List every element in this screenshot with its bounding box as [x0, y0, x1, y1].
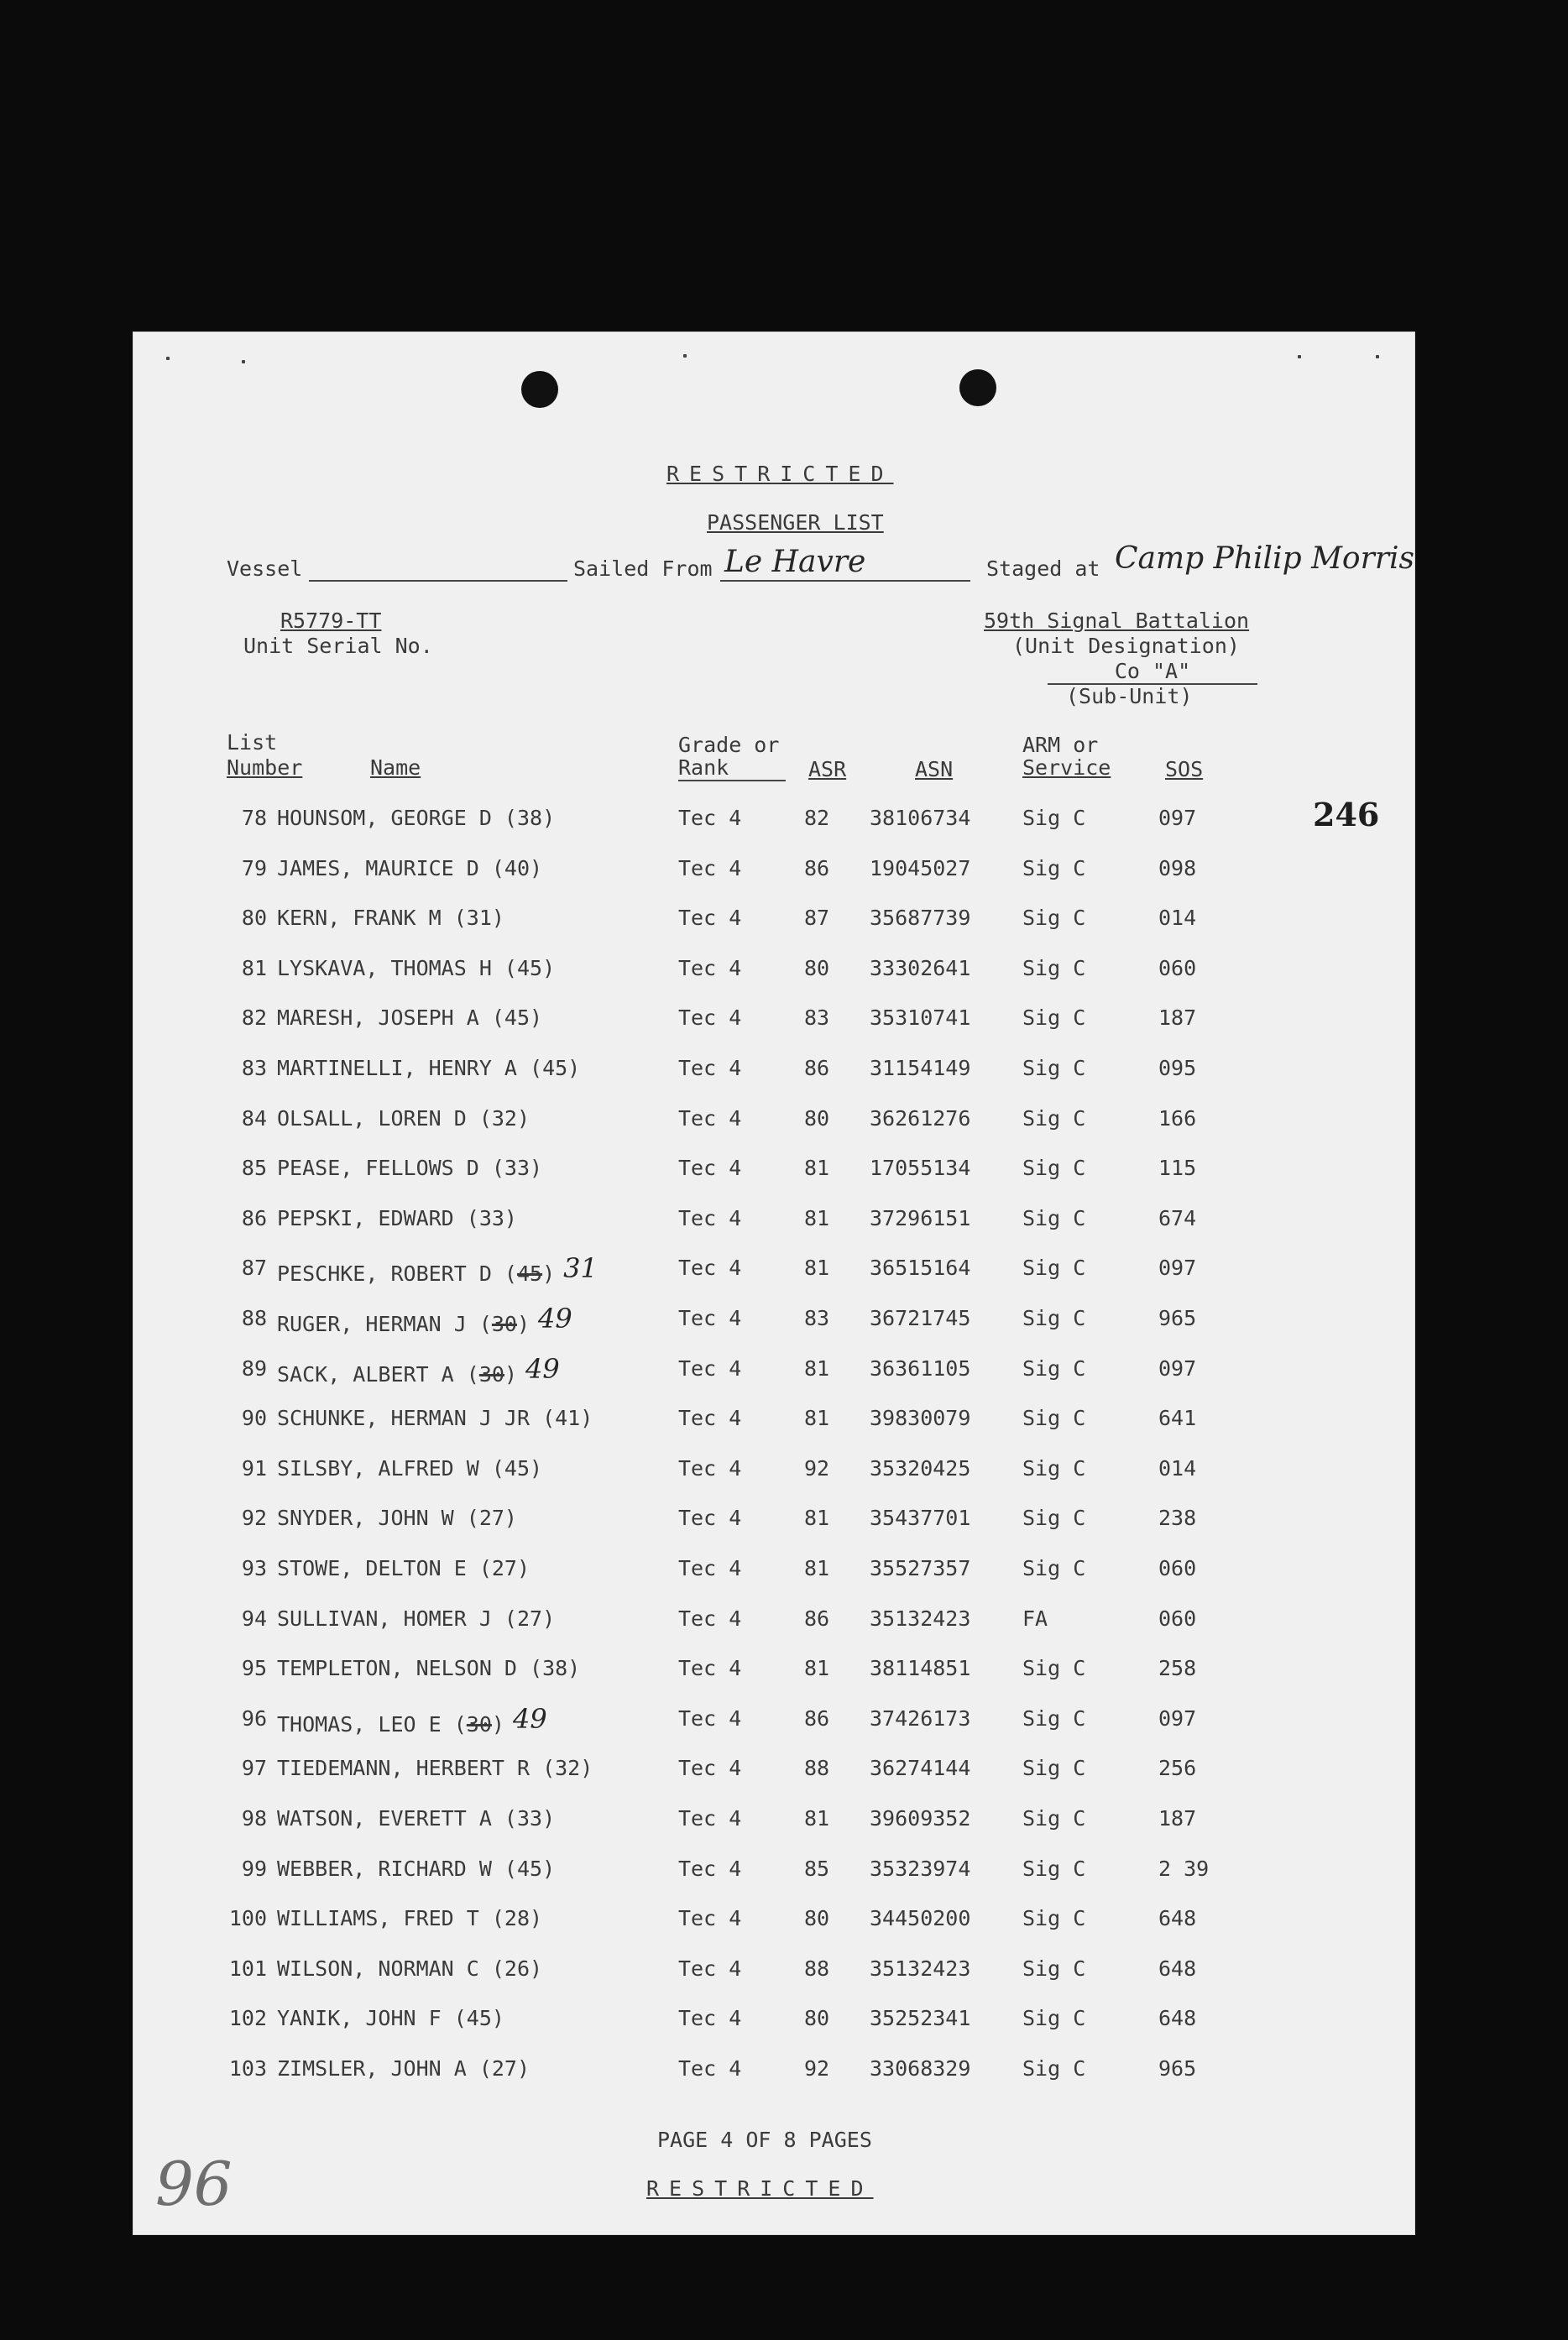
cell-sos: 014 [1158, 1455, 1197, 1481]
cell-arm: Sig C [1022, 1005, 1086, 1031]
table-row [133, 1906, 1415, 1953]
cell-arm: Sig C [1022, 1406, 1086, 1431]
cell-name: TEMPLETON, NELSON D (38) [277, 1656, 581, 1681]
table-row [133, 1857, 1415, 1904]
cell-arm: Sig C [1022, 1556, 1086, 1580]
cell-num: 92 [241, 1506, 267, 1531]
cell-asn: 37296151 [870, 1205, 971, 1230]
table-row [133, 856, 1415, 903]
cell-sos: 187 [1158, 1806, 1197, 1831]
cell-num: 84 [241, 1105, 267, 1131]
cell-arm: Sig C [1022, 806, 1086, 830]
speck [683, 354, 687, 358]
cell-arm: Sig C [1022, 1756, 1086, 1781]
cell-sos: 965 [1158, 2056, 1197, 2081]
cell-num: 101 [228, 1956, 267, 1981]
cell-grade: Tec 4 [678, 1556, 742, 1580]
table-row [133, 1106, 1415, 1153]
cell-sos: 238 [1158, 1506, 1197, 1531]
handwritten-age: 49 [538, 1303, 572, 1335]
table-row [133, 906, 1415, 953]
cell-asn: 17055134 [870, 1156, 971, 1181]
cell-num: 87 [241, 1256, 267, 1281]
cell-grade: Tec 4 [678, 1506, 742, 1531]
cell-sos: 115 [1158, 1156, 1197, 1181]
handwritten-age: 49 [525, 1352, 560, 1385]
cell-asr: 81 [804, 1506, 830, 1531]
cell-num: 99 [241, 1856, 267, 1881]
table-row [133, 806, 1415, 853]
cell-asn: 19045027 [870, 855, 971, 880]
cell-grade: Tec 4 [678, 1956, 742, 1981]
table-row [133, 956, 1415, 1003]
cell-asn: 36515164 [870, 1256, 971, 1281]
cell-name: PEASE, FELLOWS D (33) [277, 1156, 543, 1181]
punch-hole-left [521, 371, 558, 408]
col-grade-1: Grade or [678, 733, 780, 757]
cell-grade: Tec 4 [678, 1005, 742, 1031]
cell-sos: 097 [1158, 1256, 1197, 1281]
cell-asn: 35132423 [870, 1956, 971, 1981]
cell-asn: 38114851 [870, 1656, 971, 1681]
cell-sos: 648 [1158, 2006, 1197, 2031]
table-row [133, 1456, 1415, 1503]
table-row [133, 1656, 1415, 1703]
cell-arm: FA [1022, 1606, 1048, 1631]
cell-sos: 2 39 [1158, 1856, 1210, 1881]
speck [1298, 355, 1301, 358]
cell-arm: Sig C [1022, 1256, 1086, 1281]
cell-arm: Sig C [1022, 1806, 1086, 1831]
cell-name: SILSBY, ALFRED W (45) [277, 1455, 543, 1481]
cell-sos: 256 [1158, 1756, 1197, 1781]
cell-arm: Sig C [1022, 1956, 1086, 1981]
cell-grade: Tec 4 [678, 855, 742, 880]
cell-grade: Tec 4 [678, 2006, 742, 2031]
sub-unit-value: Co "A" [1048, 659, 1257, 685]
cell-num: 86 [241, 1205, 267, 1230]
cell-asr: 81 [804, 1156, 830, 1181]
cell-grade: Tec 4 [678, 1105, 742, 1131]
cell-num: 94 [241, 1606, 267, 1631]
cell-sos: 674 [1158, 1205, 1197, 1230]
cell-sos: 060 [1158, 1606, 1197, 1631]
cell-asr: 83 [804, 1306, 830, 1330]
cell-name: WILSON, NORMAN C (26) [277, 1956, 543, 1981]
cell-name: WATSON, EVERETT A (33) [277, 1806, 556, 1831]
cell-grade: Tec 4 [678, 806, 742, 830]
unit-serial-value: R5779-TT [280, 609, 382, 633]
cell-arm: Sig C [1022, 1656, 1086, 1681]
cell-name: SNYDER, JOHN W (27) [277, 1506, 517, 1531]
cell-asn: 35132423 [870, 1606, 971, 1631]
cell-asr: 86 [804, 1056, 830, 1080]
cell-name: SULLIVAN, HOMER J (27) [277, 1606, 556, 1631]
table-row [133, 2006, 1415, 2053]
page-stamp-number: 246 [1313, 796, 1380, 833]
cell-asn: 35527357 [870, 1556, 971, 1580]
handwritten-age: 31 [563, 1252, 598, 1285]
cell-asr: 80 [804, 1105, 830, 1131]
cell-sos: 014 [1158, 906, 1197, 931]
punch-hole-right [959, 369, 996, 406]
cell-num: 79 [241, 855, 267, 880]
cell-num: 91 [241, 1455, 267, 1481]
cell-num: 81 [241, 955, 267, 980]
cell-asn: 39609352 [870, 1806, 971, 1831]
struck-age: 30 [491, 1312, 517, 1336]
table-row [133, 2056, 1415, 2103]
cell-asn: 31154149 [870, 1056, 971, 1080]
cell-name: MARTINELLI, HENRY A (45) [277, 1056, 581, 1080]
cell-asn: 39830079 [870, 1406, 971, 1431]
table-row [133, 1606, 1415, 1653]
page-count: PAGE 4 OF 8 PAGES [657, 2128, 872, 2152]
col-grade-2: Rank [678, 755, 786, 781]
cell-num: 83 [241, 1056, 267, 1080]
cell-asr: 86 [804, 1705, 830, 1731]
cell-arm: Sig C [1022, 855, 1086, 880]
cell-asr: 80 [804, 1906, 830, 1931]
cell-asn: 35437701 [870, 1506, 971, 1531]
cell-asn: 34450200 [870, 1906, 971, 1931]
col-arm-1: ARM or [1022, 733, 1099, 757]
table-row [133, 1252, 1415, 1303]
cell-name: JAMES, MAURICE D (40) [277, 855, 543, 880]
cell-asr: 81 [804, 1256, 830, 1281]
cell-name: PESCHKE, ROBERT D (45) 31 [277, 1252, 598, 1287]
table-row [133, 1056, 1415, 1103]
cell-grade: Tec 4 [678, 1406, 742, 1431]
col-asn: ASN [915, 757, 954, 781]
cell-num: 78 [241, 806, 267, 830]
cell-name: WILLIAMS, FRED T (28) [277, 1906, 543, 1931]
table-row [133, 1156, 1415, 1203]
cell-sos: 648 [1158, 1956, 1197, 1981]
cell-asn: 36361105 [870, 1355, 971, 1381]
table-row [133, 1806, 1415, 1853]
cell-grade: Tec 4 [678, 1806, 742, 1831]
cell-name: TIEDEMANN, HERBERT R (32) [277, 1756, 593, 1781]
cell-sos: 060 [1158, 1556, 1197, 1580]
cell-asn: 36274144 [870, 1756, 971, 1781]
unit-serial-label: Unit Serial No. [243, 634, 433, 658]
cell-grade: Tec 4 [678, 1656, 742, 1681]
cell-num: 95 [241, 1656, 267, 1681]
sailed-from-label: Sailed From [573, 556, 713, 581]
cell-asr: 85 [804, 1856, 830, 1881]
cell-name: LYSKAVA, THOMAS H (45) [277, 955, 556, 980]
cell-num: 98 [241, 1806, 267, 1831]
cell-arm: Sig C [1022, 1856, 1086, 1881]
table-row [133, 1005, 1415, 1052]
cell-grade: Tec 4 [678, 1256, 742, 1281]
cell-sos: 098 [1158, 855, 1197, 880]
cell-name: RUGER, HERMAN J (30) 49 [277, 1303, 572, 1336]
cell-name: STOWE, DELTON E (27) [277, 1556, 531, 1580]
cell-num: 103 [228, 2056, 267, 2081]
cell-sos: 095 [1158, 1056, 1197, 1080]
cell-asn: 35687739 [870, 906, 971, 931]
cell-arm: Sig C [1022, 1455, 1086, 1481]
passenger-list-title: PASSENGER LIST [707, 510, 884, 535]
handwritten-age: 49 [512, 1702, 547, 1735]
cell-grade: Tec 4 [678, 1205, 742, 1230]
col-arm-2: Service [1022, 755, 1111, 780]
cell-grade: Tec 4 [678, 1306, 742, 1330]
cell-name: YANIK, JOHN F (45) [277, 2006, 504, 2031]
cell-grade: Tec 4 [678, 1056, 742, 1080]
unit-designation-label: (Unit Designation) [1012, 634, 1240, 658]
cell-asn: 36261276 [870, 1105, 971, 1131]
cell-name: HOUNSOM, GEORGE D (38) [277, 806, 556, 830]
table-row [133, 1352, 1415, 1403]
cell-num: 93 [241, 1556, 267, 1580]
unit-designation-value: 59th Signal Battalion [984, 609, 1250, 633]
cell-arm: Sig C [1022, 2056, 1086, 2081]
restricted-heading-top: RESTRICTED [666, 462, 894, 486]
cell-sos: 097 [1158, 1705, 1197, 1731]
table-row [133, 1303, 1415, 1353]
table-row [133, 1556, 1415, 1603]
cell-asn: 36721745 [870, 1306, 971, 1330]
cell-name: MARESH, JOSEPH A (45) [277, 1005, 543, 1031]
cell-num: 85 [241, 1156, 267, 1181]
cell-num: 88 [241, 1306, 267, 1330]
cell-asn: 33302641 [870, 955, 971, 980]
cell-arm: Sig C [1022, 2006, 1086, 2031]
col-sos: SOS [1165, 757, 1204, 781]
cell-name: SACK, ALBERT A (30) 49 [277, 1352, 560, 1387]
cell-sos: 060 [1158, 955, 1197, 980]
sub-unit-label: (Sub-Unit) [1066, 684, 1193, 708]
cell-asr: 92 [804, 2056, 830, 2081]
cell-asr: 86 [804, 1606, 830, 1631]
cell-name: SCHUNKE, HERMAN J JR (41) [277, 1406, 593, 1431]
cell-num: 90 [241, 1406, 267, 1431]
cell-arm: Sig C [1022, 1156, 1086, 1181]
cell-grade: Tec 4 [678, 1705, 742, 1731]
cell-arm: Sig C [1022, 906, 1086, 931]
cell-arm: Sig C [1022, 1105, 1086, 1131]
cell-grade: Tec 4 [678, 1756, 742, 1781]
cell-asr: 82 [804, 806, 830, 830]
cell-asn: 37426173 [870, 1705, 971, 1731]
cell-asr: 81 [804, 1355, 830, 1381]
cell-asr: 81 [804, 1806, 830, 1831]
cell-num: 100 [228, 1906, 267, 1931]
cell-sos: 097 [1158, 806, 1197, 830]
cell-asr: 80 [804, 955, 830, 980]
cell-grade: Tec 4 [678, 1156, 742, 1181]
cell-grade: Tec 4 [678, 1355, 742, 1381]
cell-asr: 92 [804, 1455, 830, 1481]
cell-sos: 187 [1158, 1005, 1197, 1031]
handwritten-page-number: 96 [155, 2149, 233, 2219]
cell-arm: Sig C [1022, 1705, 1086, 1731]
table-row [133, 1756, 1415, 1803]
table-row [133, 1702, 1415, 1753]
document-page [133, 332, 1415, 2235]
vessel-label: Vessel [227, 556, 303, 581]
vessel-blank [309, 558, 567, 582]
speck [166, 357, 170, 360]
cell-asr: 81 [804, 1556, 830, 1580]
cell-sos: 648 [1158, 1906, 1197, 1931]
cell-sos: 258 [1158, 1656, 1197, 1681]
cell-grade: Tec 4 [678, 906, 742, 931]
cell-asr: 83 [804, 1005, 830, 1031]
cell-grade: Tec 4 [678, 2056, 742, 2081]
table-row [133, 1206, 1415, 1253]
cell-asr: 88 [804, 1956, 830, 1981]
cell-asr: 81 [804, 1205, 830, 1230]
speck [242, 360, 245, 363]
cell-num: 96 [241, 1705, 267, 1731]
cell-name: WEBBER, RICHARD W (45) [277, 1856, 556, 1881]
cell-asn: 35310741 [870, 1005, 971, 1031]
cell-grade: Tec 4 [678, 1606, 742, 1631]
cell-grade: Tec 4 [678, 1455, 742, 1481]
cell-sos: 097 [1158, 1355, 1197, 1381]
cell-asn: 35323974 [870, 1856, 971, 1881]
cell-sos: 166 [1158, 1105, 1197, 1131]
cell-asn: 35320425 [870, 1455, 971, 1481]
cell-num: 82 [241, 1005, 267, 1031]
col-list-number-2: Number [227, 755, 303, 780]
cell-name: THOMAS, LEO E (30) 49 [277, 1702, 547, 1737]
cell-num: 102 [228, 2006, 267, 2031]
table-row [133, 1956, 1415, 2003]
cell-arm: Sig C [1022, 1906, 1086, 1931]
struck-age: 45 [516, 1261, 543, 1287]
cell-asr: 88 [804, 1756, 830, 1781]
cell-num: 80 [241, 906, 267, 931]
col-name: Name [370, 755, 421, 780]
staged-at-handwritten: Camp Philip Morris [1115, 541, 1415, 576]
cell-asr: 81 [804, 1656, 830, 1681]
cell-name: PEPSKI, EDWARD (33) [277, 1205, 517, 1230]
cell-grade: Tec 4 [678, 1906, 742, 1931]
cell-asr: 80 [804, 2006, 830, 2031]
cell-asr: 86 [804, 855, 830, 880]
cell-name: OLSALL, LOREN D (32) [277, 1105, 531, 1131]
cell-sos: 965 [1158, 1306, 1197, 1330]
cell-arm: Sig C [1022, 1355, 1086, 1381]
cell-name: KERN, FRANK M (31) [277, 906, 504, 931]
cell-asr: 87 [804, 906, 830, 931]
cell-sos: 641 [1158, 1406, 1197, 1431]
cell-arm: Sig C [1022, 955, 1086, 980]
cell-num: 89 [241, 1355, 267, 1381]
cell-grade: Tec 4 [678, 1856, 742, 1881]
cell-asn: 33068329 [870, 2056, 971, 2081]
struck-age: 30 [466, 1711, 492, 1737]
col-asr: ASR [808, 757, 847, 781]
cell-name: ZIMSLER, JOHN A (27) [277, 2056, 531, 2081]
sailed-from-handwritten: Le Havre [724, 545, 866, 579]
struck-age: 30 [478, 1361, 504, 1387]
cell-grade: Tec 4 [678, 955, 742, 980]
cell-arm: Sig C [1022, 1306, 1086, 1330]
table-row [133, 1406, 1415, 1453]
cell-asn: 38106734 [870, 806, 971, 830]
col-list-number-1: List [227, 730, 278, 755]
staged-at-label: Staged at [986, 556, 1100, 581]
cell-asn: 35252341 [870, 2006, 971, 2031]
table-row [133, 1506, 1415, 1553]
restricted-heading-bottom: RESTRICTED [646, 2176, 874, 2201]
cell-arm: Sig C [1022, 1056, 1086, 1080]
cell-arm: Sig C [1022, 1205, 1086, 1230]
cell-arm: Sig C [1022, 1506, 1086, 1531]
cell-asr: 81 [804, 1406, 830, 1431]
cell-num: 97 [241, 1756, 267, 1781]
speck [1376, 355, 1379, 358]
